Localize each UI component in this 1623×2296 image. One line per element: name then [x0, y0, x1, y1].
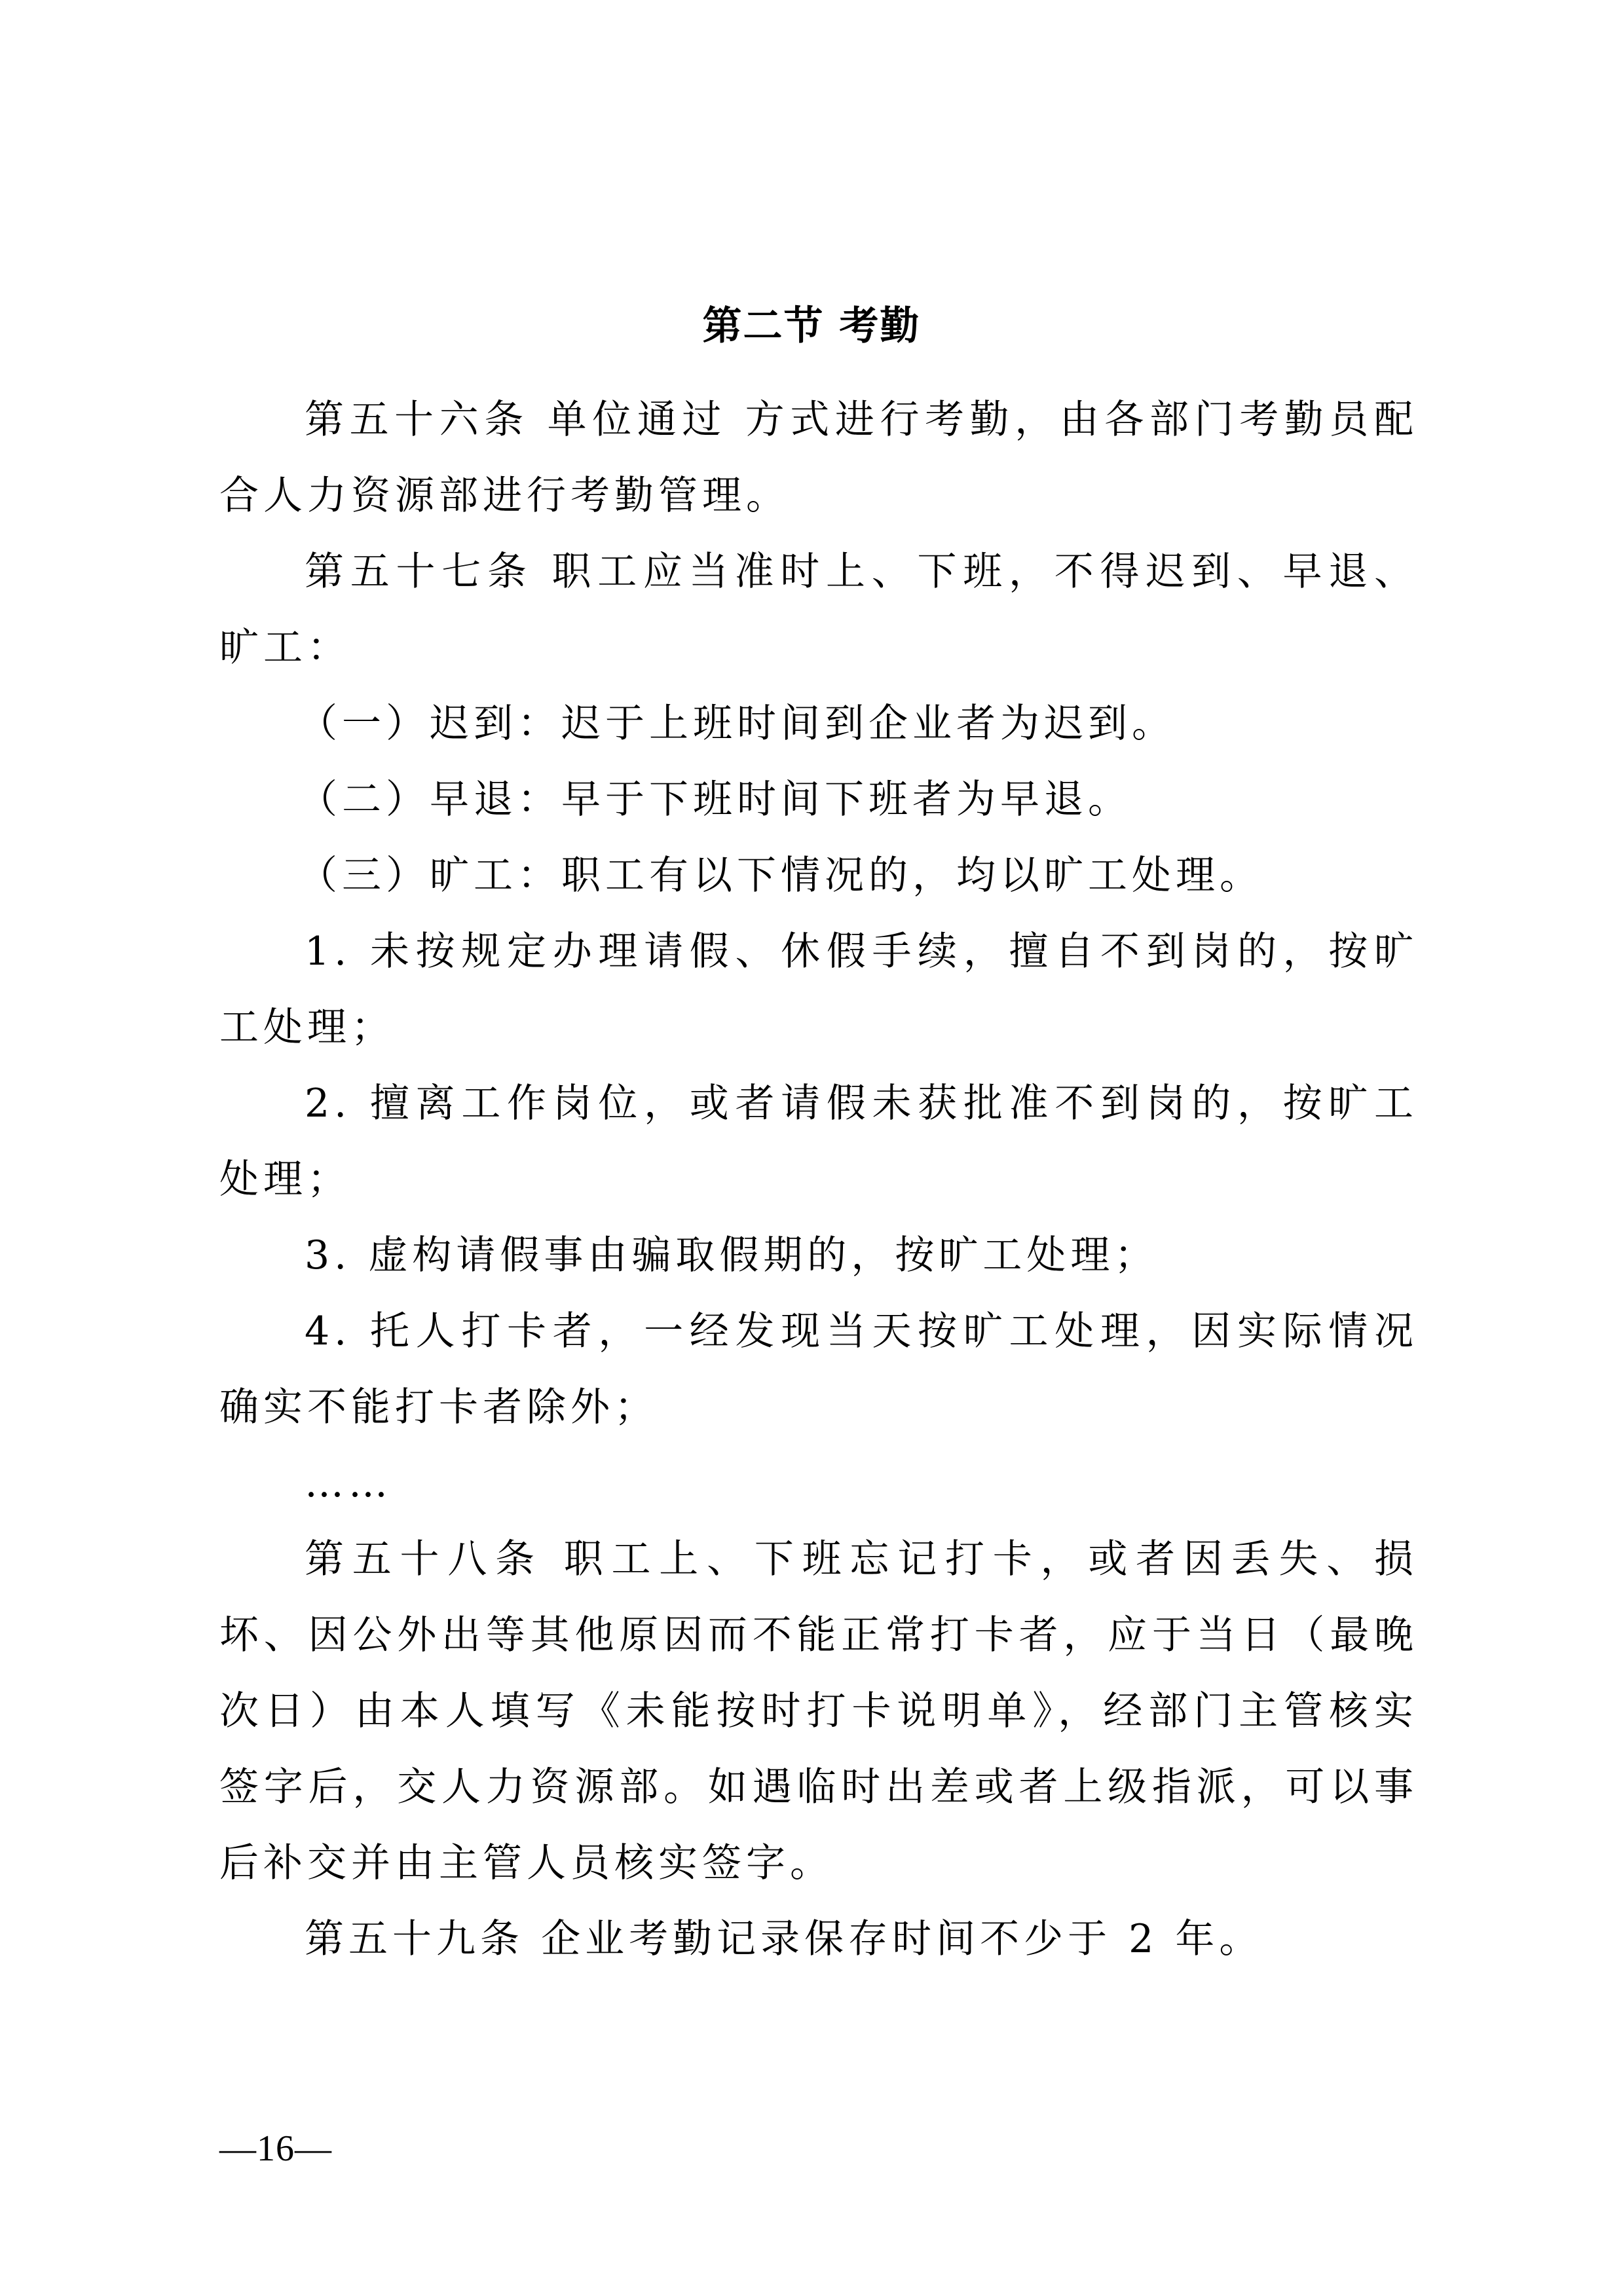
clause-late: （一）迟到：迟于上班时间到企业者为迟到。 — [298, 701, 1176, 747]
clause-absence: （三）旷工：职工有以下情况的，均以旷工处理。 — [298, 853, 1263, 898]
page-number: —16— — [219, 2128, 332, 2169]
absence-item-2: 2. 擅离工作岗位，或者请假未获批准不到岗的，按旷工处理； — [219, 1081, 1418, 1202]
section-title: 第二节 考勤 — [702, 303, 921, 349]
absence-item-3: 3. 虚构请假事由骗取假期的，按旷工处理； — [305, 1232, 1159, 1278]
absence-item-1: 1. 未按规定办理请假、休假手续，擅自不到岗的，按旷工处理； — [219, 929, 1418, 1050]
absence-item-4: 4. 托人打卡者，一经发现当天按旷工处理，因实际情况确实不能打卡者除外； — [219, 1308, 1418, 1430]
article-56: 第五十六条 单位通过 方式进行考勤，由各部门考勤员配合人力资源部进行考勤管理。 — [219, 397, 1418, 519]
article-59: 第五十九条 企业考勤记录保存时间不少于 2 年。 — [305, 1916, 1263, 1962]
article-57: 第五十七条 职工应当准时上、下班，不得迟到、早退、旷工： — [219, 549, 1418, 671]
ellipsis: …… — [305, 1460, 392, 1506]
clause-early-leave: （二）早退：早于下班时间下班者为早退。 — [298, 777, 1132, 823]
document-body — [219, 382, 1418, 1977]
article-58: 第五十八条 职工上、下班忘记打卡，或者因丢失、损坏、因公外出等其他原因而不能正常打卡者，应于当日（最晚次日）由本人填写《未能按时打卡说明单》，经部门主管核实签字后，交人力资源部。如遇临时出差或者上级指派，可以事后补交并由主管人员核实签字。 — [219, 1536, 1418, 1886]
